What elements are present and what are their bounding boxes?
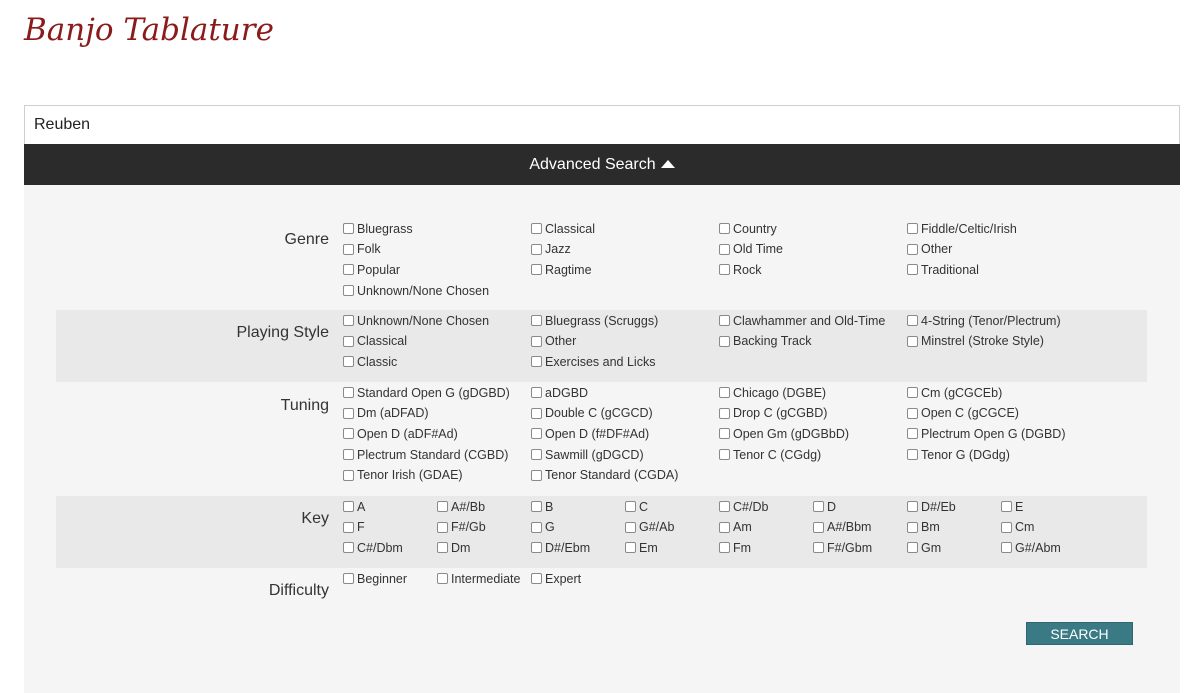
checkbox[interactable] [719,315,730,326]
checkbox[interactable] [907,501,918,512]
checkbox[interactable] [531,522,542,533]
option-tuning[interactable] [343,465,463,486]
checkbox[interactable] [531,356,542,367]
option-label: Classic [357,354,398,369]
checkbox[interactable] [531,336,542,347]
checkbox[interactable] [343,428,354,439]
option-label: E [1015,499,1024,514]
option-label: Clawhammer and Old-Time [733,313,886,328]
option-label: Gm [921,540,942,555]
option-key[interactable] [719,517,752,538]
option-key[interactable] [719,496,768,517]
advanced-search-toggle[interactable] [24,144,1180,185]
option-label: Dm [451,540,471,555]
option-key[interactable] [813,537,872,558]
section-genre [56,185,1147,310]
option-label: Am [733,520,752,535]
checkbox[interactable] [907,522,918,533]
option-key[interactable] [625,496,648,517]
option-playing-style[interactable] [531,351,655,372]
option-genre[interactable] [343,259,400,280]
checkbox[interactable] [343,542,354,553]
checkbox[interactable] [531,244,542,255]
checkbox[interactable] [531,542,542,553]
section-label-key: Key [301,510,329,527]
checkbox[interactable] [531,264,542,275]
option-genre[interactable] [343,218,413,239]
option-label: D#/Ebm [545,540,591,555]
option-tuning[interactable] [343,403,429,424]
option-label: Bm [921,520,940,535]
option-label: aDGBD [545,385,589,400]
search-button[interactable]: SEARCH [1026,622,1133,645]
option-tuning[interactable] [719,382,826,403]
option-key[interactable] [1001,537,1061,558]
option-label: A [357,499,366,514]
option-key[interactable] [343,496,365,517]
option-label: Plectrum Open G (DGBD) [921,426,1066,441]
search-input[interactable] [24,105,1180,145]
checkbox[interactable] [343,522,354,533]
option-key[interactable] [531,496,553,517]
option-label: Tenor Irish (GDAE) [357,468,463,483]
option-tuning[interactable] [531,403,653,424]
option-tuning[interactable] [343,444,508,465]
option-tuning[interactable] [343,382,510,403]
option-label: Chicago (DGBE) [733,385,827,400]
option-label: A#/Bbm [827,520,872,535]
option-tuning[interactable] [343,423,458,444]
checkbox[interactable] [907,542,918,553]
option-key[interactable] [437,537,470,558]
section-label-tuning: Tuning [280,397,329,414]
checkbox[interactable] [437,573,448,584]
option-label: Country [733,221,777,236]
option-key[interactable] [625,537,658,558]
checkbox[interactable] [343,264,354,275]
checkbox[interactable] [813,501,824,512]
option-label: G#/Ab [639,520,675,535]
checkbox[interactable] [625,522,636,533]
option-tuning[interactable] [907,444,1010,465]
option-label: Exercises and Licks [545,354,656,369]
option-label: Expert [545,571,582,586]
option-genre[interactable] [907,218,1017,239]
advanced-search-panel [24,185,1180,693]
option-tuning[interactable] [719,403,827,424]
option-tuning[interactable] [531,423,649,444]
checkbox[interactable] [343,315,354,326]
checkbox[interactable] [719,223,730,234]
option-key[interactable] [1001,496,1023,517]
option-label: C [639,499,649,514]
option-key[interactable] [437,517,486,538]
checkbox[interactable] [719,449,730,460]
checkbox[interactable] [625,542,636,553]
option-difficulty[interactable] [343,568,407,589]
checkbox[interactable] [719,244,730,255]
checkbox[interactable] [719,387,730,398]
checkbox[interactable] [531,408,542,419]
section-key [56,496,1147,568]
option-label: Plectrum Standard (CGBD) [357,447,509,462]
checkbox[interactable] [343,470,354,481]
option-key[interactable] [1001,517,1034,538]
checkbox[interactable] [907,264,918,275]
checkbox[interactable] [907,223,918,234]
option-genre[interactable] [531,239,571,260]
checkbox[interactable] [907,428,918,439]
checkbox[interactable] [437,522,448,533]
checkbox[interactable] [343,449,354,460]
checkbox[interactable] [343,223,354,234]
option-label: D [827,499,837,514]
option-tuning[interactable] [907,403,1019,424]
checkbox[interactable] [437,542,448,553]
checkbox[interactable] [719,501,730,512]
option-label: Drop C (gCGBD) [733,406,828,421]
option-playing-style[interactable] [907,331,1044,352]
option-label: Fiddle/Celtic/Irish [921,221,1017,236]
option-genre[interactable] [907,239,952,260]
section-label-genre: Genre [284,231,329,248]
option-label: Em [639,540,658,555]
option-label: Backing Track [733,334,812,349]
option-difficulty[interactable] [437,568,520,589]
section-label-playing-style: Playing Style [236,324,329,341]
section-label-difficulty: Difficulty [268,582,329,599]
option-key[interactable] [437,496,485,517]
checkbox[interactable] [343,285,354,296]
option-label: Fm [733,540,752,555]
option-label: Tenor C (CGdg) [733,447,822,462]
option-label: Unknown/None Chosen [357,313,490,328]
option-label: Folk [357,242,381,257]
option-label: Rock [733,262,762,277]
option-tuning[interactable] [531,444,644,465]
option-key[interactable] [531,517,555,538]
option-label: Minstrel (Stroke Style) [921,334,1044,349]
option-label: Open D (aDF#Ad) [357,426,458,441]
option-tuning[interactable] [907,382,1002,403]
option-label: Standard Open G (gDGBD) [357,385,510,400]
checkbox[interactable] [719,264,730,275]
option-label: Cm [1015,520,1035,535]
option-label: Other [545,334,577,349]
checkbox[interactable] [907,315,918,326]
option-key[interactable] [907,537,941,558]
option-label: Tenor G (DGdg) [921,447,1010,462]
option-label: Tenor Standard (CGDA) [545,468,679,483]
option-tuning[interactable] [531,382,588,403]
option-label: Dm (aDFAD) [357,406,429,421]
option-label: Double C (gCGCD) [545,406,653,421]
checkbox[interactable] [531,470,542,481]
section-playing-style [56,310,1147,382]
advanced-search-label: Advanced Search [529,155,656,173]
checkbox[interactable] [531,449,542,460]
checkbox[interactable] [1001,522,1012,533]
option-playing-style[interactable] [343,310,489,331]
checkbox[interactable] [907,244,918,255]
option-genre[interactable] [343,280,489,301]
checkbox[interactable] [719,428,730,439]
option-label: 4-String (Tenor/Plectrum) [921,313,1061,328]
option-genre[interactable] [719,218,777,239]
option-key[interactable] [343,517,365,538]
option-label: Other [921,242,953,257]
option-label: Sawmill (gDGCD) [545,447,644,462]
option-genre[interactable] [719,259,761,280]
checkbox[interactable] [719,542,730,553]
option-label: G#/Abm [1015,540,1061,555]
checkbox[interactable] [343,244,354,255]
option-key[interactable] [907,496,956,517]
option-label: Open Gm (gDGBbD) [733,426,850,441]
option-genre[interactable] [531,218,595,239]
checkbox[interactable] [531,315,542,326]
option-label: A#/Bb [451,499,486,514]
page-title: Banjo Tablature [24,12,274,48]
checkbox[interactable] [343,501,354,512]
checkbox[interactable] [531,573,542,584]
option-tuning[interactable] [531,465,678,486]
checkbox[interactable] [907,336,918,347]
option-difficulty[interactable] [531,568,581,589]
checkbox[interactable] [343,573,354,584]
option-label: D#/Eb [921,499,956,514]
option-playing-style[interactable] [531,310,658,331]
option-key[interactable] [625,517,674,538]
checkbox[interactable] [719,336,730,347]
option-label: Jazz [545,242,571,257]
checkbox[interactable] [531,223,542,234]
option-label: C#/Db [733,499,769,514]
option-label: Intermediate [451,571,521,586]
checkbox[interactable] [437,501,448,512]
checkbox[interactable] [813,542,824,553]
option-playing-style[interactable] [531,331,576,352]
checkbox[interactable] [343,356,354,367]
option-label: F [357,520,365,535]
option-label: Open D (f#DF#Ad) [545,426,650,441]
option-label: Open C (gCGCE) [921,406,1019,421]
checkbox[interactable] [719,408,730,419]
option-label: Cm (gCGCEb) [921,385,1003,400]
option-label: Bluegrass [357,221,413,236]
caret-up-icon [661,160,675,168]
option-label: Bluegrass (Scruggs) [545,313,659,328]
checkbox[interactable] [531,428,542,439]
option-tuning[interactable] [719,444,821,465]
option-tuning[interactable] [719,423,849,444]
option-label: F#/Gb [451,520,486,535]
option-label: F#/Gbm [827,540,873,555]
checkbox[interactable] [907,408,918,419]
checkbox[interactable] [813,522,824,533]
checkbox[interactable] [343,387,354,398]
option-playing-style[interactable] [343,331,407,352]
checkbox[interactable] [907,449,918,460]
option-label: Ragtime [545,262,592,277]
option-genre[interactable] [719,239,783,260]
option-genre[interactable] [343,239,381,260]
option-key[interactable] [531,537,590,558]
option-label: Unknown/None Chosen [357,283,490,298]
option-playing-style[interactable] [719,310,885,331]
option-label: Beginner [357,571,408,586]
option-label: Old Time [733,242,784,257]
checkbox[interactable] [1001,501,1012,512]
option-label: B [545,499,554,514]
option-label: Popular [357,262,401,277]
option-label: Traditional [921,262,979,277]
checkbox[interactable] [531,387,542,398]
option-key[interactable] [813,496,836,517]
checkbox[interactable] [531,501,542,512]
option-label: G [545,520,555,535]
option-key[interactable] [907,517,940,538]
option-playing-style[interactable] [719,331,812,352]
checkbox[interactable] [343,336,354,347]
option-playing-style[interactable] [907,310,1061,331]
checkbox[interactable] [343,408,354,419]
section-difficulty [56,568,1147,628]
option-playing-style[interactable] [343,351,397,372]
option-tuning[interactable] [907,423,1065,444]
option-key[interactable] [719,537,751,558]
option-genre[interactable] [531,259,592,280]
option-key[interactable] [813,517,871,538]
checkbox[interactable] [719,522,730,533]
section-tuning [56,382,1147,496]
option-label: Classical [545,221,596,236]
option-genre[interactable] [907,259,979,280]
option-key[interactable] [343,537,403,558]
option-label: Classical [357,334,408,349]
checkbox[interactable] [625,501,636,512]
option-label: C#/Dbm [357,540,403,555]
checkbox[interactable] [1001,542,1012,553]
checkbox[interactable] [907,387,918,398]
